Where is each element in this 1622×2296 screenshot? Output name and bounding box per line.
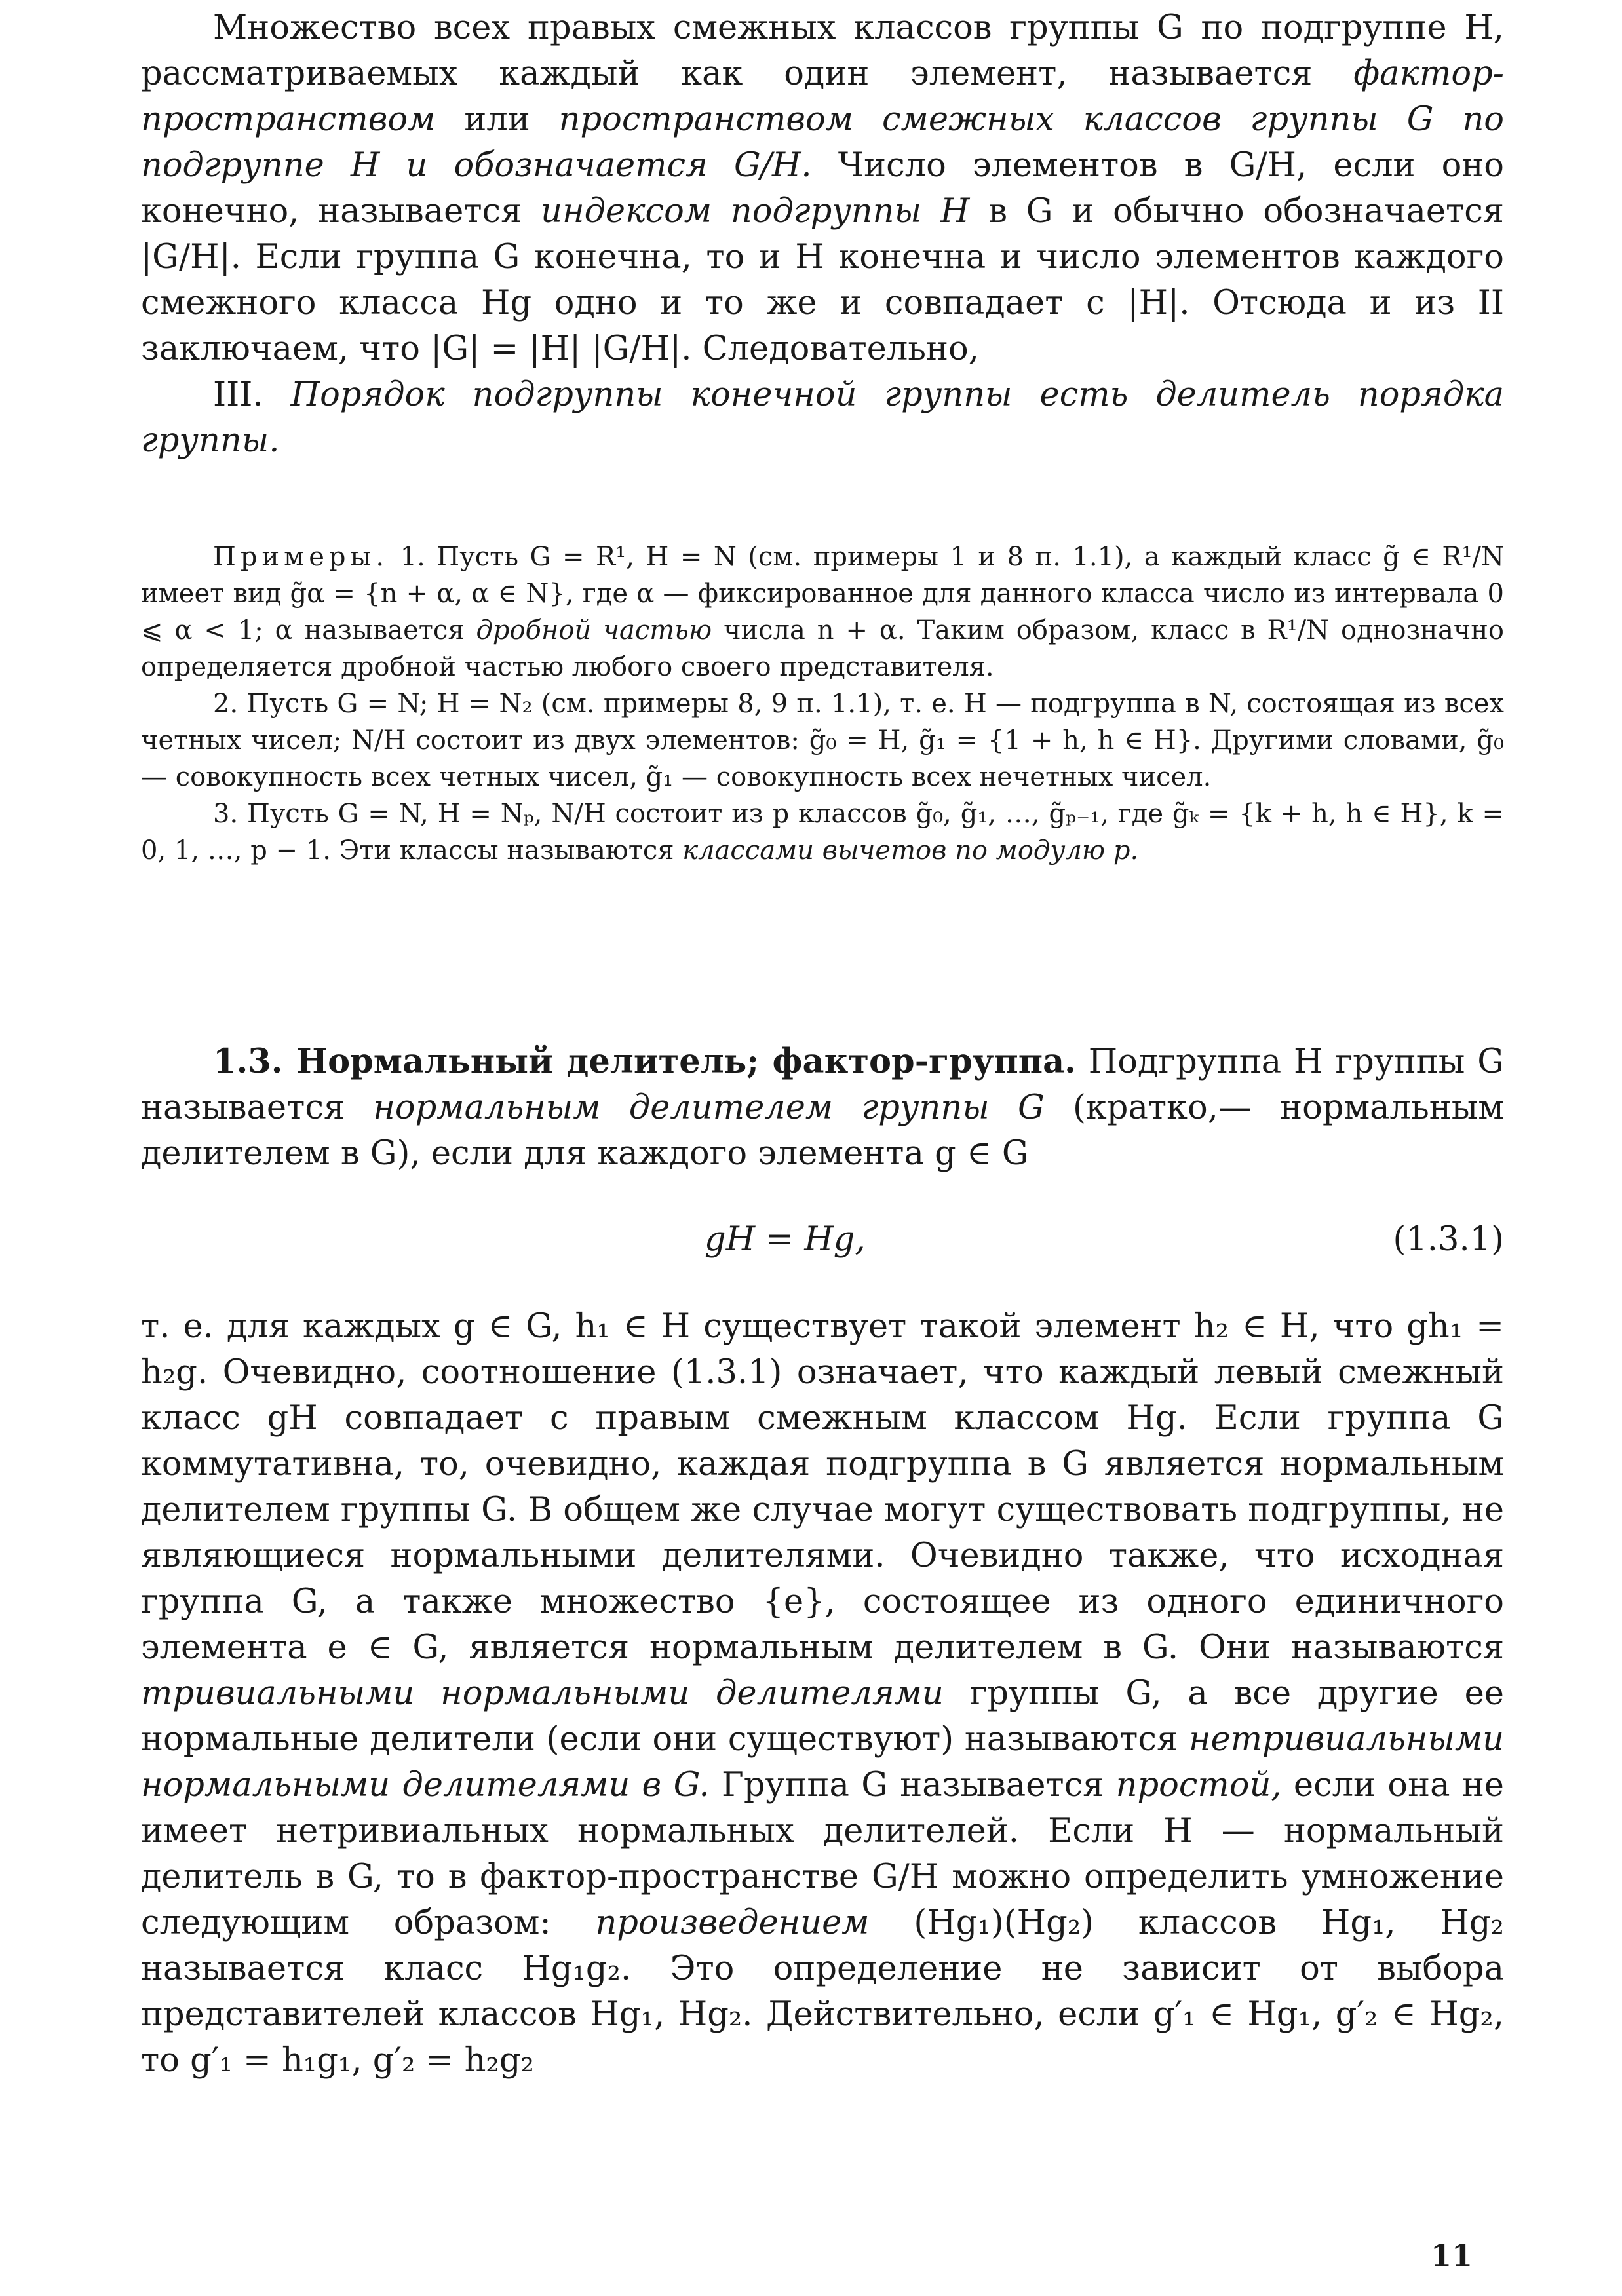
section-heading: 1.3. Нормальный делитель; фактор-группа. [213,1042,1076,1081]
formula-expression: gH = Hg, [705,1220,866,1259]
examples-block [141,539,1504,869]
example-2 [141,685,1504,795]
text-span: группы G, а все другие ее нормальные делители (если они существуют) называются [141,1674,1504,1759]
term-fractional-part: дробной частью [476,615,712,645]
theorem-text: Порядок подгруппы конечной группы есть делитель порядка группы. [141,375,1504,460]
text-span: если она не имеет нетривиальных нормальных делителей. Если H — нормальный делитель в G, то в фактор-пространстве G/H можно определить умножение следующим образом: [141,1766,1504,1942]
text-span: (кратко,— нормальным делителем в G), если для каждого элемента g ∈ G [141,1088,1504,1173]
text-span: (Hg₁)(Hg₂) классов Hg₁, Hg₂ называется класс Hg₁g₂. Это определение не зависит от выбора представителей классов Hg₁, Hg₂. Действительно, если g′₁ ∈ Hg₁, g′₂ ∈ Hg₂, то g′₁ = h₁g₁, g′₂ = h₂g₂ [141,1904,1504,2080]
section-1-3 [141,1039,1504,1177]
examples-label: Примеры. [213,542,389,572]
text-span: числа n + α. Таким образом, класс в R¹/N однозначно определяется дробной частью любого своего представителя. [141,615,1504,682]
page-number: 11 [1431,2238,1473,2273]
text-span: Множество всех правых смежных классов группы G по подгруппе H, рассматриваемых каждый как один элемент, называется [141,9,1504,93]
example-3 [141,795,1504,869]
intro-paragraph [141,5,1504,464]
text-span: или [464,100,530,139]
text-span: 3. Пусть G = N, H = Nₚ, N/H состоит из p классов g̃₀, g̃₁, …, g̃ₚ₋₁, где g̃ₖ = {k + h, h ∈ H}, k = 0, 1, …, p − 1. Эти классы называются [141,799,1504,866]
term-index: индексом подгруппы H [541,192,970,231]
display-formula [141,1220,1504,1267]
example-1 [141,539,1504,685]
term-coset-space: пространством смежных классов группы G по подгруппе H и обозначается G/H. [141,100,1505,185]
theorem-paragraph [141,372,1504,464]
term-normal-divisor: нормальным делителем группы G [373,1088,1045,1127]
text-span: 2. Пусть G = N; H = N₂ (см. примеры 8, 9 п. 1.1), т. е. H — подгруппа в N, состоящая из всех четных чисел; N/H состоит из двух элементов: g̃₀ = H, g̃₁ = {1 + h, h ∈ H}. Другими словами, g̃₀ — совокупность всех четных чисел, g̃₁ — совокупность всех нечетных чисел. [141,689,1504,792]
text-span: в G и обычно обозначается |G/H|. Если группа G конечна, то и H конечна и число элементов каждого смежного класса Hg одно и то же и совпадает с |H|. Отсюда и из II заключаем, что |G| = |H| |G/H|. Следовательно, [141,192,1504,368]
term-simple: простой, [1115,1766,1282,1805]
formula-number: (1.3.1) [1393,1220,1504,1259]
text-span: Число элементов в G/H, если оно конечно, называется [141,146,1504,231]
body-text [141,1304,1504,2084]
definition-paragraph [141,5,1504,372]
theorem-number: III. [213,375,263,414]
text-span: Подгруппа H группы G называется [141,1043,1504,1127]
term-residue-classes: классами вычетов по модулю p. [682,835,1139,866]
text-span: 1. Пусть G = R¹, H = N (см. примеры 1 и 8 п. 1.1), а каждый класс g̃ ∈ R¹/N имеет вид g̃α = {n + α, α ∈ N}, где α — фиксированное для данного класса число из интервала 0 ⩽ α < 1; α называется [141,542,1504,645]
term-nontrivial-divisors: нетривиальными нормальными делителями в G. [141,1720,1504,1805]
section-intro [141,1039,1504,1177]
term-trivial-divisors: тривиальными нормальными делителями [141,1674,944,1713]
main-paragraph [141,1304,1504,2084]
term-product: произведением [595,1904,870,1942]
text-span: Группа G называется [722,1766,1104,1805]
text-span: т. е. для каждых g ∈ G, h₁ ∈ H существует такой элемент h₂ ∈ H, что gh₁ = h₂g. Очевидно, соотношение (1.3.1) означает, что каждый левый смежный класс gH совпадает с правым смежным классом Hg. Если группа G коммутативна, то, очевидно, каждая подгруппа в G является нормальным делителем группы G. В общем же случае могут существовать подгруппы, не являющиеся нормальными делителями. Очевидно также, что исходная группа G, а также множество {e}, состоящее из одного единичного элемента e ∈ G, является нормальным делителем в G. Они называются [141,1307,1504,1667]
term-factor-space: фактор-пространством [141,54,1504,139]
